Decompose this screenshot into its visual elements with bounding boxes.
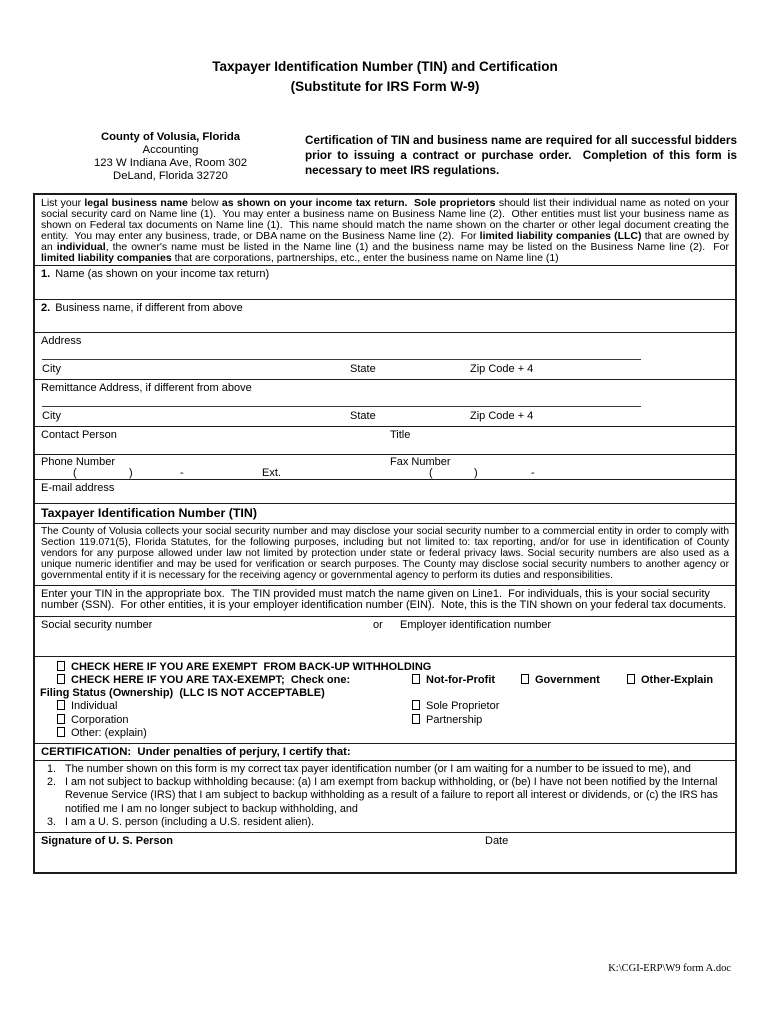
certification-item-2-number: 2.: [47, 776, 57, 789]
certification-item-1-text: The number shown on this form is my correct tax payer identification number (or I am waiting for a number to be issued to me), and: [65, 763, 691, 775]
instructions-seg-6: that are owned by an: [41, 229, 732, 253]
not-for-profit-checkbox[interactable]: [412, 674, 420, 684]
title-label: Title: [390, 429, 411, 442]
other-explain-label: Other-Explain: [641, 673, 714, 686]
instructions-seg-10: that are corporations, partnerships, etc., enter the business name on Name line (1): [171, 251, 559, 264]
address-city-state-zip: [35, 363, 735, 376]
address-label: Address: [41, 335, 82, 348]
date-input-area[interactable]: [483, 847, 735, 872]
contact-input-area[interactable]: [35, 441, 735, 454]
address-zip-label: Zip Code + 4: [470, 363, 534, 376]
contact-person-row: [35, 426, 735, 454]
other-status-checkbox[interactable]: [57, 727, 65, 737]
remittance-write-line[interactable]: [42, 406, 641, 407]
certification-header: CERTIFICATION: Under penalties of perjury, I certify that:: [35, 743, 735, 760]
address-write-line[interactable]: [42, 359, 641, 360]
name-field-number: 1.: [41, 268, 51, 281]
phone-number-label: Phone Number: [41, 456, 115, 469]
footer-file-path: K:\CGI-ERP\W9 form A.doc: [608, 963, 731, 974]
signature-row: [35, 832, 735, 872]
certification-item-2-text: I am not subject to backup withholding because: (a) I am exempt from backup withholding, or (be) I have not been notified by the Internal Revenue Service (IRS) that I am subject to backup withholding as a result of a failure to report all interest or dividends, or (c) the IRS has notified me I am no longer subject to backup withholding, and: [65, 776, 721, 815]
certification-notice: Certification of TIN and business name are required for all successful bidders prior to issuing a contract or purchase order. Completion of this form is necessary to meet IRS regulations.: [305, 134, 741, 177]
partnership-label: Partnership: [426, 713, 483, 726]
org-street: 123 W Indiana Ave, Room 302: [93, 157, 248, 169]
other-explain-checkbox[interactable]: [627, 674, 635, 684]
business-field-number: 2.: [41, 302, 51, 315]
ssn-ein-row: [35, 616, 735, 656]
certification-item-1: [35, 763, 735, 776]
remittance-address-row: [35, 379, 735, 426]
remittance-city-state-zip: [35, 410, 735, 423]
remittance-address-label: Remittance Address, if different from above: [41, 382, 252, 395]
business-field-label: Business name, if different from above: [55, 302, 243, 315]
ssn-label: Social security number: [41, 618, 153, 631]
address-state-label: State: [350, 363, 376, 376]
not-for-profit-label: Not-for-Profit: [426, 673, 496, 686]
remittance-city-label: City: [42, 410, 61, 423]
email-row: [35, 479, 735, 503]
org-address-block: [63, 131, 278, 183]
remittance-zip-label: Zip Code + 4: [470, 410, 534, 423]
tin-section-header: Taxpayer Identification Number (TIN): [35, 503, 735, 523]
certification-item-3: [35, 816, 735, 829]
fax-open-paren: (: [429, 467, 433, 480]
signature-input-area[interactable]: [35, 847, 413, 872]
tax-exempt-label: CHECK HERE IF YOU ARE TAX-EXEMPT; Check one:: [71, 673, 351, 686]
ssn-input-area[interactable]: [35, 631, 385, 656]
tin-disclosure-paragraph: The County of Volusia collects your social security number and may disclose your social security number to a commercial entity in order to comply with Section 119.071(5), Florida Statutes, for the following purposes, including but not limited to: tax reporting, and/or for use in identification of County vendors for any purpose allowed under law not limited by protection under state or federal privacy laws. Social security numbers are also used as a unique numeric identifier and may be used for verification or search purposes. The County may disclose social security numbers to another agency or governmental entity if it is necessary for the receiving agency or governmental agency to perform its duties and responsibilities.: [35, 523, 735, 585]
sole-proprietor-label: Sole Proprietor: [426, 700, 500, 713]
individual-checkbox[interactable]: [57, 700, 65, 710]
name-row: [35, 265, 735, 299]
business-input-area[interactable]: [35, 314, 735, 332]
government-label: Government: [535, 673, 600, 686]
form-table: [33, 193, 737, 874]
instructions-seg-2: below: [187, 197, 222, 209]
ein-input-area[interactable]: [385, 631, 735, 656]
partnership-checkbox[interactable]: [412, 714, 420, 724]
tax-exempt-checkbox[interactable]: [57, 674, 65, 684]
signature-label: Signature of U. S. Person: [41, 835, 174, 848]
instructions-seg-9: limited liability companies: [41, 251, 172, 264]
ein-label: Employer identification number: [400, 618, 552, 631]
email-label: E-mail address: [41, 482, 115, 495]
instructions-seg-8: , the owner's name must be listed in the Name line (1) and the business name may be listed on the Business Name line (2). For: [105, 240, 732, 253]
corporation-checkbox[interactable]: [57, 714, 65, 724]
org-city: DeLand, Florida 32720: [113, 170, 228, 182]
phone-open-paren: (: [73, 467, 77, 480]
name-field-label: Name (as shown on your income tax return): [55, 268, 270, 281]
other-status-label: Other: (explain): [71, 726, 147, 739]
remittance-state-label: State: [350, 410, 376, 423]
instructions-seg-0: List your: [41, 197, 85, 209]
certification-item-2: [35, 776, 735, 816]
fax-number-label: Fax Number: [390, 456, 451, 469]
org-name: County of Volusia, Florida: [100, 131, 241, 143]
certification-item-1-number: 1.: [47, 763, 57, 775]
instructions-seg-4: should list their individual name as noted on your social security card on Name line (1). You may enter a business name on Business Name line (2). Other entities must list your business name as shown on Federal tax documents on Name line (1). This name should match the name shown on the charter or other legal document creating the entity. You may enter any business, trade, or DBA name on the Business Name line (2). For: [41, 197, 732, 242]
phone-dash: -: [180, 467, 184, 480]
backup-withholding-line: [57, 661, 735, 674]
status-line-2: [57, 714, 735, 727]
individual-label: Individual: [71, 700, 118, 713]
certification-item-3-text: I am a U. S. person (including a U.S. resident alien).: [65, 815, 315, 828]
instructions-seg-7: individual: [56, 240, 106, 253]
certification-list: [35, 760, 735, 832]
tax-exempt-line: [57, 674, 735, 687]
backup-withholding-label: CHECK HERE IF YOU ARE EXEMPT FROM BACK-UP WITHHOLDING: [71, 660, 432, 673]
other-explain-option: [627, 674, 713, 687]
form-title-line2: (Substitute for IRS Form W-9): [290, 79, 480, 94]
government-checkbox[interactable]: [521, 674, 529, 684]
business-name-row: [35, 299, 735, 332]
status-line-3: [57, 727, 735, 740]
government-option: [521, 674, 600, 687]
fax-close-paren: ): [474, 467, 478, 480]
partnership-option: [412, 714, 482, 727]
fax-dash: -: [531, 467, 535, 480]
filing-status-heading: Filing Status (Ownership) (LLC IS NOT ACCEPTABLE): [40, 687, 325, 700]
checkbox-section: [35, 656, 735, 743]
backup-withholding-checkbox[interactable]: [57, 661, 65, 671]
enter-tin-paragraph: Enter your TIN in the appropriate box. The TIN provided must match the name given on Line1. For individuals, this is your social security number (SSN). For other entities, it is your employer identification number (EIN). Note, this is the TIN shown on your federal tax documents.: [35, 585, 735, 616]
org-dept: Accounting: [142, 144, 199, 156]
sole-proprietor-checkbox[interactable]: [412, 700, 420, 710]
certification-item-3-number: 3.: [47, 815, 57, 828]
or-label: or: [373, 618, 383, 631]
phone-close-paren: ): [129, 467, 133, 480]
corporation-label: Corporation: [71, 713, 129, 726]
header-row: [33, 131, 741, 183]
name-input-area[interactable]: [35, 280, 735, 299]
contact-person-label: Contact Person: [41, 429, 117, 442]
sole-proprietor-option: [412, 700, 499, 713]
instructions-seg-3: as shown on your income tax return. Sole proprietors: [221, 197, 496, 209]
form-title-line1: Taxpayer Identification Number (TIN) and Certification: [212, 59, 558, 74]
phone-fax-row: [35, 454, 735, 479]
email-input-area[interactable]: [35, 494, 735, 503]
instructions-seg-1: legal business name: [84, 197, 188, 209]
form-title: [0, 0, 770, 97]
address-row: [35, 332, 735, 379]
phone-ext-label: Ext.: [262, 467, 281, 480]
date-label: Date: [485, 835, 509, 848]
not-for-profit-option: [412, 674, 495, 687]
status-line-1: [57, 700, 735, 713]
address-city-label: City: [42, 363, 61, 376]
instructions-seg-5: limited liability companies (LLC): [479, 229, 642, 242]
instructions-paragraph: [35, 195, 735, 265]
